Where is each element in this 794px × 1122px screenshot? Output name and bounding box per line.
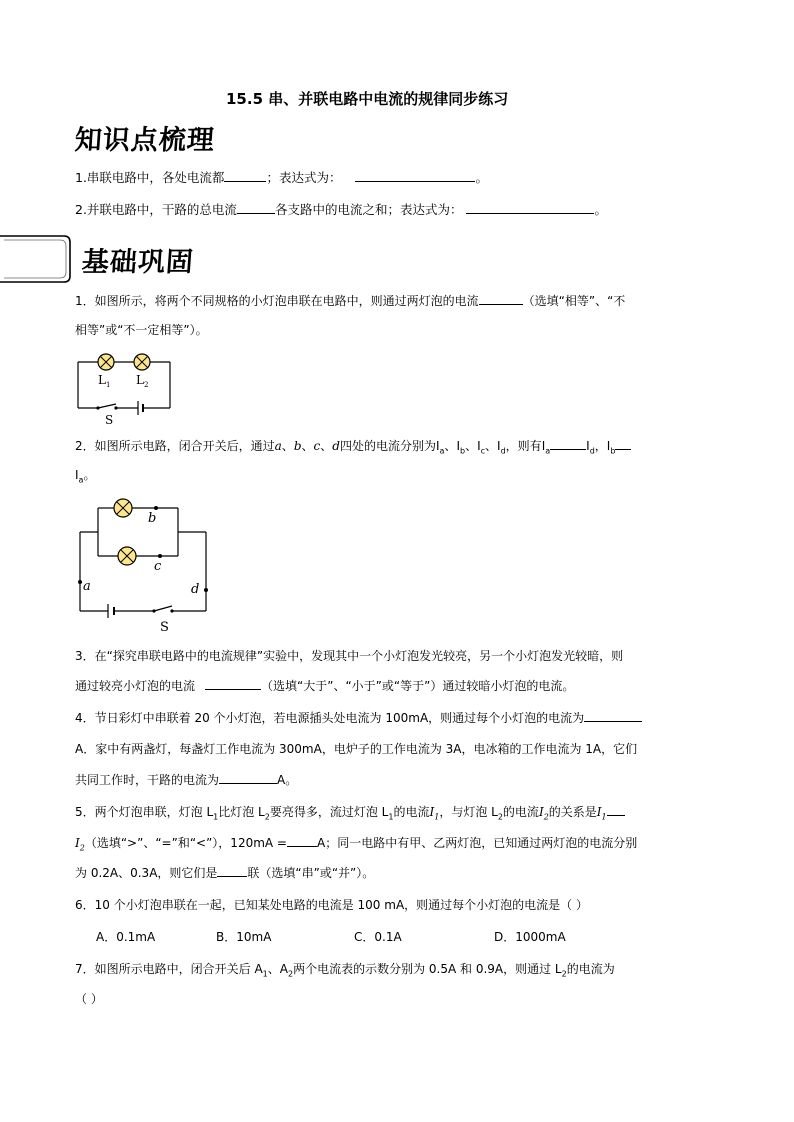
blank [355, 169, 475, 182]
q5-text: 的电流 [502, 805, 539, 819]
q2-fig-switch-label: S [160, 620, 169, 635]
q5-I1b: I [596, 805, 602, 819]
blank [205, 677, 261, 690]
q6-option-a[interactable]: A．0.1mA [96, 930, 156, 944]
q2-rel-Ia-sub: a [545, 446, 551, 456]
knowledge-item-1-end: 。 [475, 170, 488, 185]
q2-sep: 、 [320, 439, 333, 453]
q4-text4: A。 [277, 773, 298, 787]
q2-Ic-sub: c [480, 446, 486, 456]
q6-option-d[interactable]: D．1000mA [494, 930, 566, 944]
bulb-bottom-icon [118, 547, 136, 565]
bulb-l2-icon [134, 354, 150, 370]
q3-text: 通过较亮小灯泡的电流 [75, 679, 196, 693]
q5-sub: 1 [601, 812, 607, 822]
q2-point-d: d [332, 439, 340, 453]
q5-text: 比灯泡 L [218, 805, 265, 819]
q2-fig-c-label: c [154, 559, 162, 574]
q7-text: 7．如图所示电路中，闭合开关后 A [75, 962, 263, 976]
blank [237, 201, 275, 214]
q2-fig-b-label: b [148, 511, 157, 526]
q5-sub: 1 [388, 812, 394, 822]
blank [224, 169, 266, 182]
knowledge-item-2-text: 2.并联电路中，干路的总电流 [75, 202, 237, 217]
q2-point-c: c [313, 439, 321, 453]
knowledge-item-2 [75, 200, 607, 218]
q5-sub: 2 [264, 812, 270, 822]
page-title: 15.5 串、并联电路中电流的规律同步练习 [226, 90, 509, 108]
q2-sep: ， [594, 439, 607, 453]
q1-text: 1．如图所示，将两个不同规格的小灯泡串联在电路中，则通过两灯泡的电流 [75, 294, 479, 308]
q2-rel-Ib: I [606, 439, 611, 453]
q6-option-b[interactable]: B．10mA [216, 930, 272, 944]
q7-text: 的电流为 [566, 962, 615, 976]
q1-fig-l1-sub: 1 [106, 381, 111, 389]
q5-text: A；同一电路中有甲、乙两灯泡，已知通过两灯泡的电流分别 [316, 836, 638, 850]
question-2-line-1 [75, 437, 631, 455]
q5-text: 要亮得多，流过灯泡 L [269, 805, 389, 819]
question-6-line-1: 6．10 个小灯泡串联在一起，已知某处电路的电流是 100 mA，则通过每个小灯泡的电流是（ ） [75, 898, 588, 912]
q2-point-a: a [274, 439, 282, 453]
blank [219, 771, 277, 784]
blank [287, 834, 317, 847]
q1-fig-switch-label: S [105, 413, 114, 426]
q2-text: 2．如图所示电路，闭合开关后，通过 [75, 439, 275, 453]
q2-Id: I [497, 439, 501, 453]
q2-Ia: I [435, 439, 440, 453]
q5-text: 的电流 [393, 805, 430, 819]
knowledge-item-1-text2: ；表达式为： [266, 170, 342, 185]
q2-Id-sub: d [500, 446, 506, 456]
q5-sub: 1 [434, 812, 440, 822]
q5-sub: 2 [543, 812, 549, 822]
q1-fig-l2-label: L [136, 373, 144, 387]
section-heading-basic: 基础巩固 [80, 247, 195, 278]
knowledge-item-2-text2: 各支路中的电流之和；表达式为： [274, 202, 463, 217]
q2-line2-I: I [75, 468, 79, 482]
q2-fig-d-label: d [191, 582, 200, 597]
blank [217, 864, 247, 877]
question-3-line-2 [75, 677, 574, 694]
q5-I2: I [538, 805, 544, 819]
q2-sep: 、 [485, 439, 498, 453]
section-heading-knowledge: 知识点梳理 [73, 125, 216, 156]
blank [550, 437, 586, 450]
q6-option-c[interactable]: C．0.1A [354, 930, 402, 944]
q2-line2-sub: a [78, 475, 84, 485]
q2-point-b: b [293, 439, 302, 453]
blank [479, 292, 523, 305]
q7-sub: 1 [262, 969, 268, 979]
q2-fig-a-label: a [83, 579, 91, 594]
q2-sep: 、 [281, 439, 294, 453]
q2-sep: 、 [444, 439, 457, 453]
knowledge-item-2-end: 。 [594, 202, 607, 217]
q5-sub: 1 [213, 812, 219, 822]
q1-circuit-diagram [72, 346, 176, 426]
q2-Ib-sub: b [459, 446, 466, 456]
question-7-line-1 [75, 960, 615, 978]
question-4-line-1 [75, 709, 642, 726]
blank [466, 201, 594, 214]
q2-text3: ，则有 [505, 439, 542, 453]
q2-Ib: I [456, 439, 460, 453]
bulb-top-icon [114, 499, 132, 517]
q5-text: ，与灯泡 L [439, 805, 498, 819]
question-7-line-2: （ ） [75, 992, 103, 1006]
q2-Ia-sub: a [439, 446, 445, 456]
q1-fig-l1-label: L [98, 373, 106, 387]
q2-rel-Id: I [586, 439, 590, 453]
q7-sub: 2 [561, 969, 567, 979]
question-4-line-2: A．家中有两盏灯，每盏灯工作电流为 300mA，电炉子的工作电流为 3A，电冰箱的工作电流为 1A，它们 [75, 742, 638, 756]
bulb-l1-icon [98, 354, 114, 370]
q5-sub: 2 [497, 812, 503, 822]
q7-text: 、A [267, 962, 288, 976]
knowledge-item-1 [75, 168, 488, 186]
q3-text2: （选填“大于”、“小于”或“等于”）通过较暗小灯泡的电流。 [261, 679, 575, 693]
question-4-line-3 [75, 771, 297, 788]
q7-text: 两个电流表的示数分别为 0.5A 和 0.9A，则通过 L [293, 962, 562, 976]
q2-text2: 四处的电流分别为 [339, 439, 436, 453]
q1-fig-l2-sub: 2 [144, 381, 149, 389]
q2-Ic: I [477, 439, 481, 453]
blank [607, 803, 625, 816]
blank [615, 437, 631, 450]
q5-I1: I [429, 805, 435, 819]
question-5-line-1 [75, 803, 625, 821]
q5-text: 的关系是 [548, 805, 597, 819]
q1-text2: （选填“相等”、“不 [522, 294, 626, 308]
q5-text: 5．两个灯泡串联，灯泡 L [75, 805, 214, 819]
question-2-line-2 [75, 466, 95, 484]
q5-text: 联（选填“串”或“并”）。 [247, 866, 375, 880]
q4-text: 4．节日彩灯中串联着 20 个小灯泡，若电源插头处电流为 100mA，则通过每个小灯泡的电流为 [75, 711, 585, 725]
q2-sep: 、 [301, 439, 314, 453]
q7-sub: 2 [287, 969, 294, 979]
q5-I2b: I [75, 836, 80, 850]
q5-sub: 2 [79, 843, 85, 853]
question-3-line-1: 3．在“探究串联电路中的电流规律”实验中，发现其中一个小灯泡发光较亮，另一个小灯泡发光较暗，则 [75, 649, 624, 663]
knowledge-item-1-text: 1.串联电路中，各处电流都 [75, 170, 225, 185]
q5-text: 为 0.2A、0.3A，则它们是 [75, 866, 218, 880]
q4-text3: 共同工作时，干路的电流为 [75, 773, 220, 787]
q2-line2-end: 。 [83, 468, 96, 482]
section-banner-box [0, 232, 80, 284]
question-5-line-2 [75, 834, 637, 852]
q2-rel-Id-sub: d [589, 446, 595, 456]
q2-rel-Ib-sub: b [610, 446, 616, 456]
blank [584, 709, 642, 722]
q2-circuit-diagram [72, 494, 217, 636]
question-1-line-1 [75, 292, 625, 309]
q2-sep: 、 [465, 439, 478, 453]
question-5-line-3 [75, 864, 374, 881]
q5-text: （选填“>”、“=”和“<”），120mA = [84, 836, 287, 850]
q2-rel-Ia: I [541, 439, 546, 453]
question-1-line-2: 相等”或“不一定相等”）。 [75, 323, 208, 337]
